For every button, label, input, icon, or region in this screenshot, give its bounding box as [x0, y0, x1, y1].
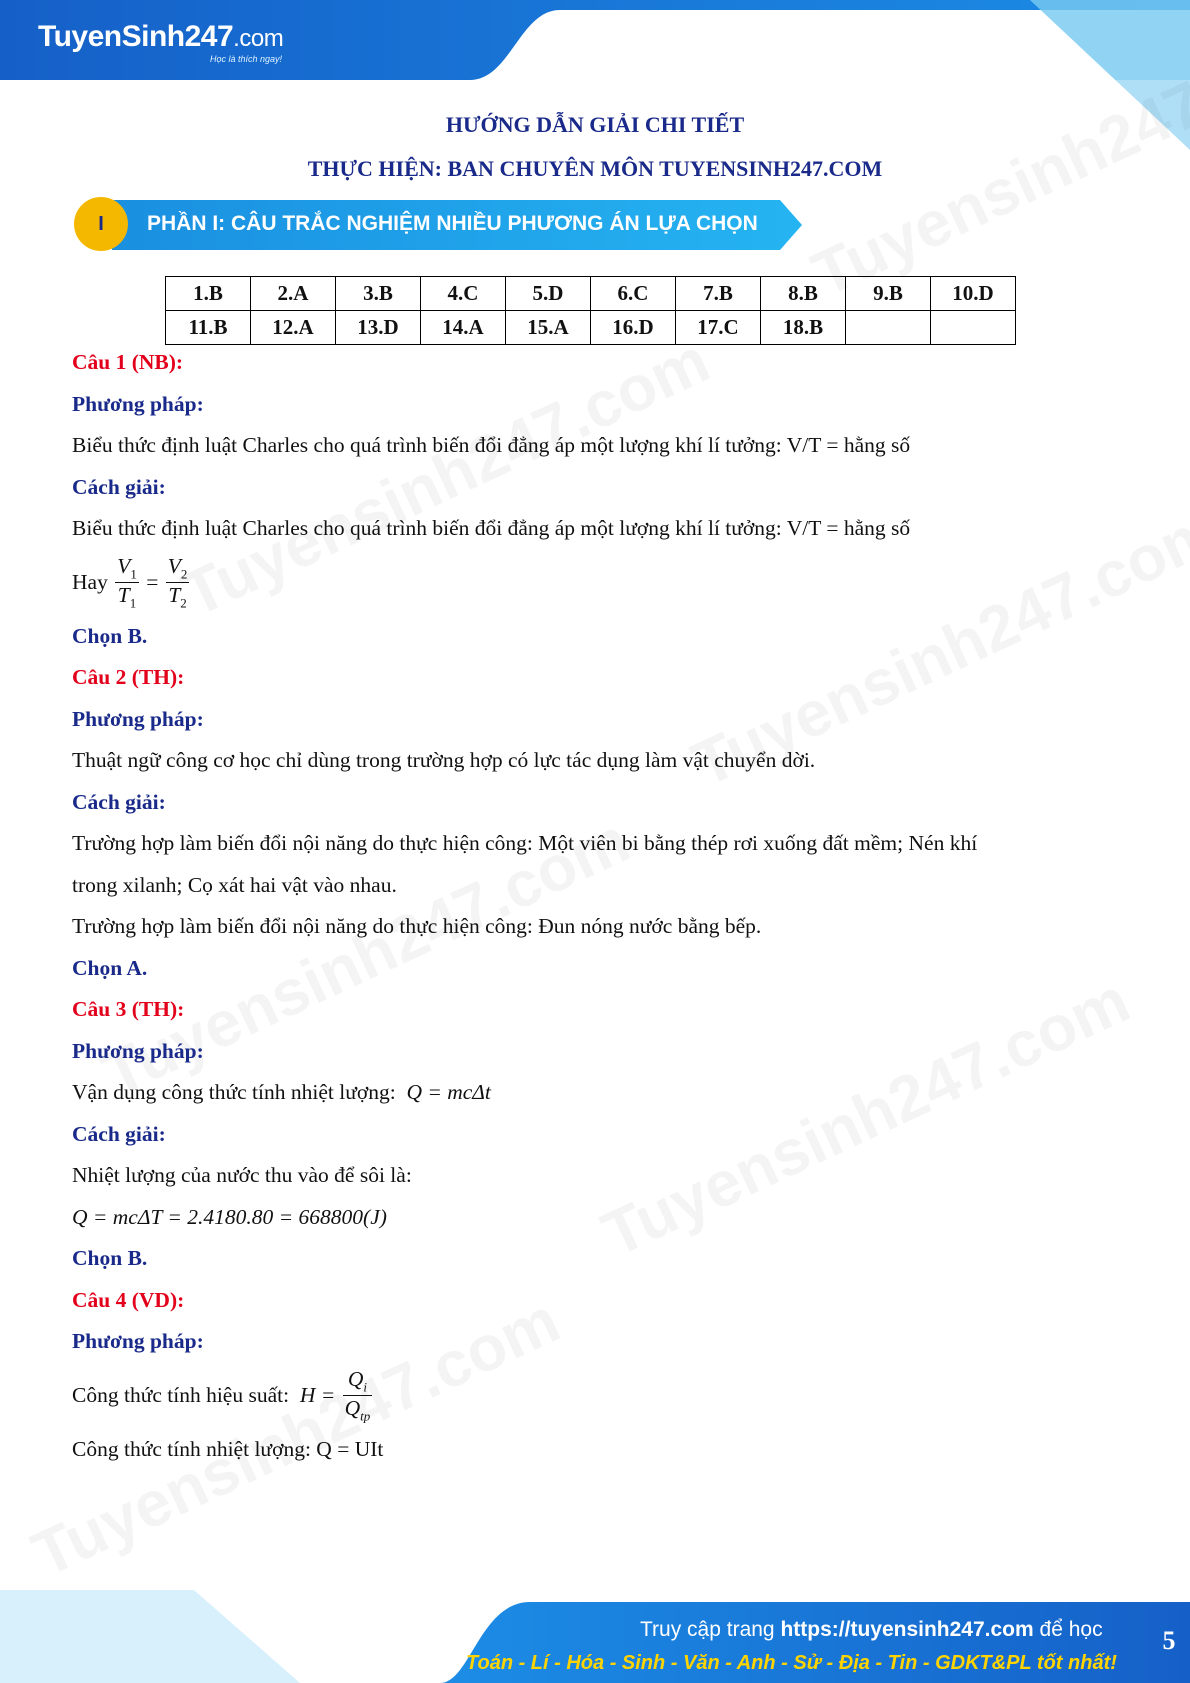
solution-text: Trường hợp làm biến đổi nội năng do thực hiện công: Một viên bi bằng thép rơi xuống đất mềm; Nén khí — [72, 831, 978, 855]
answer-cell: 7.B — [676, 277, 761, 311]
method-label: Phương pháp: — [72, 706, 204, 731]
efficiency-formula-line: Công thức tính hiệu suất: H = $\frac{Q_i}{Q_{tp}}$ — [72, 1366, 371, 1424]
table-row — [166, 277, 1016, 311]
solution-label: Cách giải: — [72, 789, 166, 814]
heat-formula-text: Công thức tính nhiệt lượng: Q = UIt — [72, 1436, 384, 1461]
method-text: Biểu thức định luật Charles cho quá trình biến đổi đẳng áp một lượng khí lí tưởng: V/T = hằng số — [72, 433, 911, 457]
solution-content — [72, 342, 1122, 1470]
question-3-title: Câu 3 (TH): — [72, 997, 185, 1021]
efficiency-text: Công thức tính hiệu suất: — [72, 1382, 290, 1407]
answer-cell: 8.B — [761, 277, 846, 311]
charles-equation: Hay $\frac{V_1}{T_1}$ = $\frac{V_2}{T_2}$ — [72, 553, 188, 611]
answer-cell: 10.D — [931, 277, 1016, 311]
fraction-v2-t2: $\frac{V_2}{T_2}$ — [167, 553, 188, 611]
method-text — [72, 1072, 1122, 1114]
answer-cell: 9.B — [846, 277, 931, 311]
answer-cell: 2.A — [251, 277, 336, 311]
section-heading: PHẦN I: CÂU TRẮC NGHIỆM NHIỀU PHƯƠNG ÁN LỰA CHỌN — [147, 212, 758, 235]
method-label: Phương pháp: — [72, 1329, 204, 1353]
method-label: Phương pháp: — [72, 1038, 204, 1063]
section-number-badge: I — [74, 197, 128, 251]
solution-text: Biểu thức định luật Charles cho quá trình biến đổi đẳng áp một lượng khí lí tưởng: V/T = hằng số — [72, 516, 911, 540]
answer-choice: Chọn B. — [72, 1246, 148, 1270]
footer-cta: Truy cập trang https://tuyensinh247.com để học — [640, 1618, 1103, 1641]
answer-cell: 1.B — [166, 277, 251, 311]
answer-cell — [846, 311, 931, 345]
method-text: Thuật ngữ công cơ học chỉ dùng trong trường hợp có lực tác dụng làm vật chuyển dời. — [72, 748, 816, 772]
footer-link[interactable]: https://tuyensinh247.com — [780, 1618, 1034, 1641]
table-row — [166, 311, 1016, 345]
answer-cell: 4.C — [421, 277, 506, 311]
answer-cell: 17.C — [676, 311, 761, 345]
answer-cell: 16.D — [591, 311, 676, 345]
fraction-qi-qtp: $\frac{Q_i}{Q_{tp}}$ — [344, 1366, 371, 1424]
answer-cell: 6.C — [591, 277, 676, 311]
method-label: Phương pháp: — [72, 391, 204, 416]
question-1-title: Câu 1 (NB): — [72, 350, 184, 374]
page-number: 5 — [1162, 1626, 1176, 1655]
answer-cell: 11.B — [166, 311, 251, 345]
page-subtitle: THỰC HIỆN: BAN CHUYÊN MÔN TUYENSINH247.COM — [307, 156, 883, 181]
solution-formula: Q = mcΔT = 2.4180.80 = 668800(J) — [72, 1204, 387, 1229]
solution-text: Nhiệt lượng của nước thu vào để sôi là: — [72, 1163, 412, 1187]
answer-cell: 13.D — [336, 311, 421, 345]
answer-cell: 3.B — [336, 277, 421, 311]
answer-cell: 18.B — [761, 311, 846, 345]
fraction-v1-t1: $\frac{V_1}{T_1}$ — [117, 553, 137, 611]
solution-text: trong xilanh; Cọ xát hai vật vào nhau. — [72, 872, 397, 897]
answer-cell: 12.A — [251, 311, 336, 345]
method-description: Vận dụng công thức tính nhiệt lượng: — [72, 1080, 396, 1104]
answer-cell: 14.A — [421, 311, 506, 345]
answer-key-table — [165, 276, 1016, 345]
answer-cell: 5.D — [506, 277, 591, 311]
heat-formula: Q = mcΔt — [406, 1080, 491, 1104]
question-4-title: Câu 4 (VD): — [72, 1287, 185, 1312]
footer-subjects: Toán - Lí - Hóa - Sinh - Văn - Anh - Sử - Địa - Tin - GDKT&PL tốt nhất! — [466, 1652, 1117, 1674]
solution-label: Cách giải: — [72, 1121, 166, 1146]
answer-cell: 15.A — [506, 311, 591, 345]
question-2-title: Câu 2 (TH): — [72, 665, 185, 689]
answer-cell — [931, 311, 1016, 345]
site-logo[interactable]: TuyenSinh247.com — [38, 20, 284, 53]
logo-tagline: Học là thích ngay! — [210, 54, 283, 64]
solution-text: Trường hợp làm biến đổi nội năng do thực hiện công: Đun nóng nước bằng bếp. — [72, 914, 762, 938]
page-title: HƯỚNG DẪN GIẢI CHI TIẾT — [445, 112, 745, 137]
hay-label: Hay — [72, 569, 108, 594]
answer-choice: Chọn A. — [72, 955, 148, 980]
answer-choice: Chọn B. — [72, 623, 148, 648]
solution-label: Cách giải: — [72, 474, 166, 499]
